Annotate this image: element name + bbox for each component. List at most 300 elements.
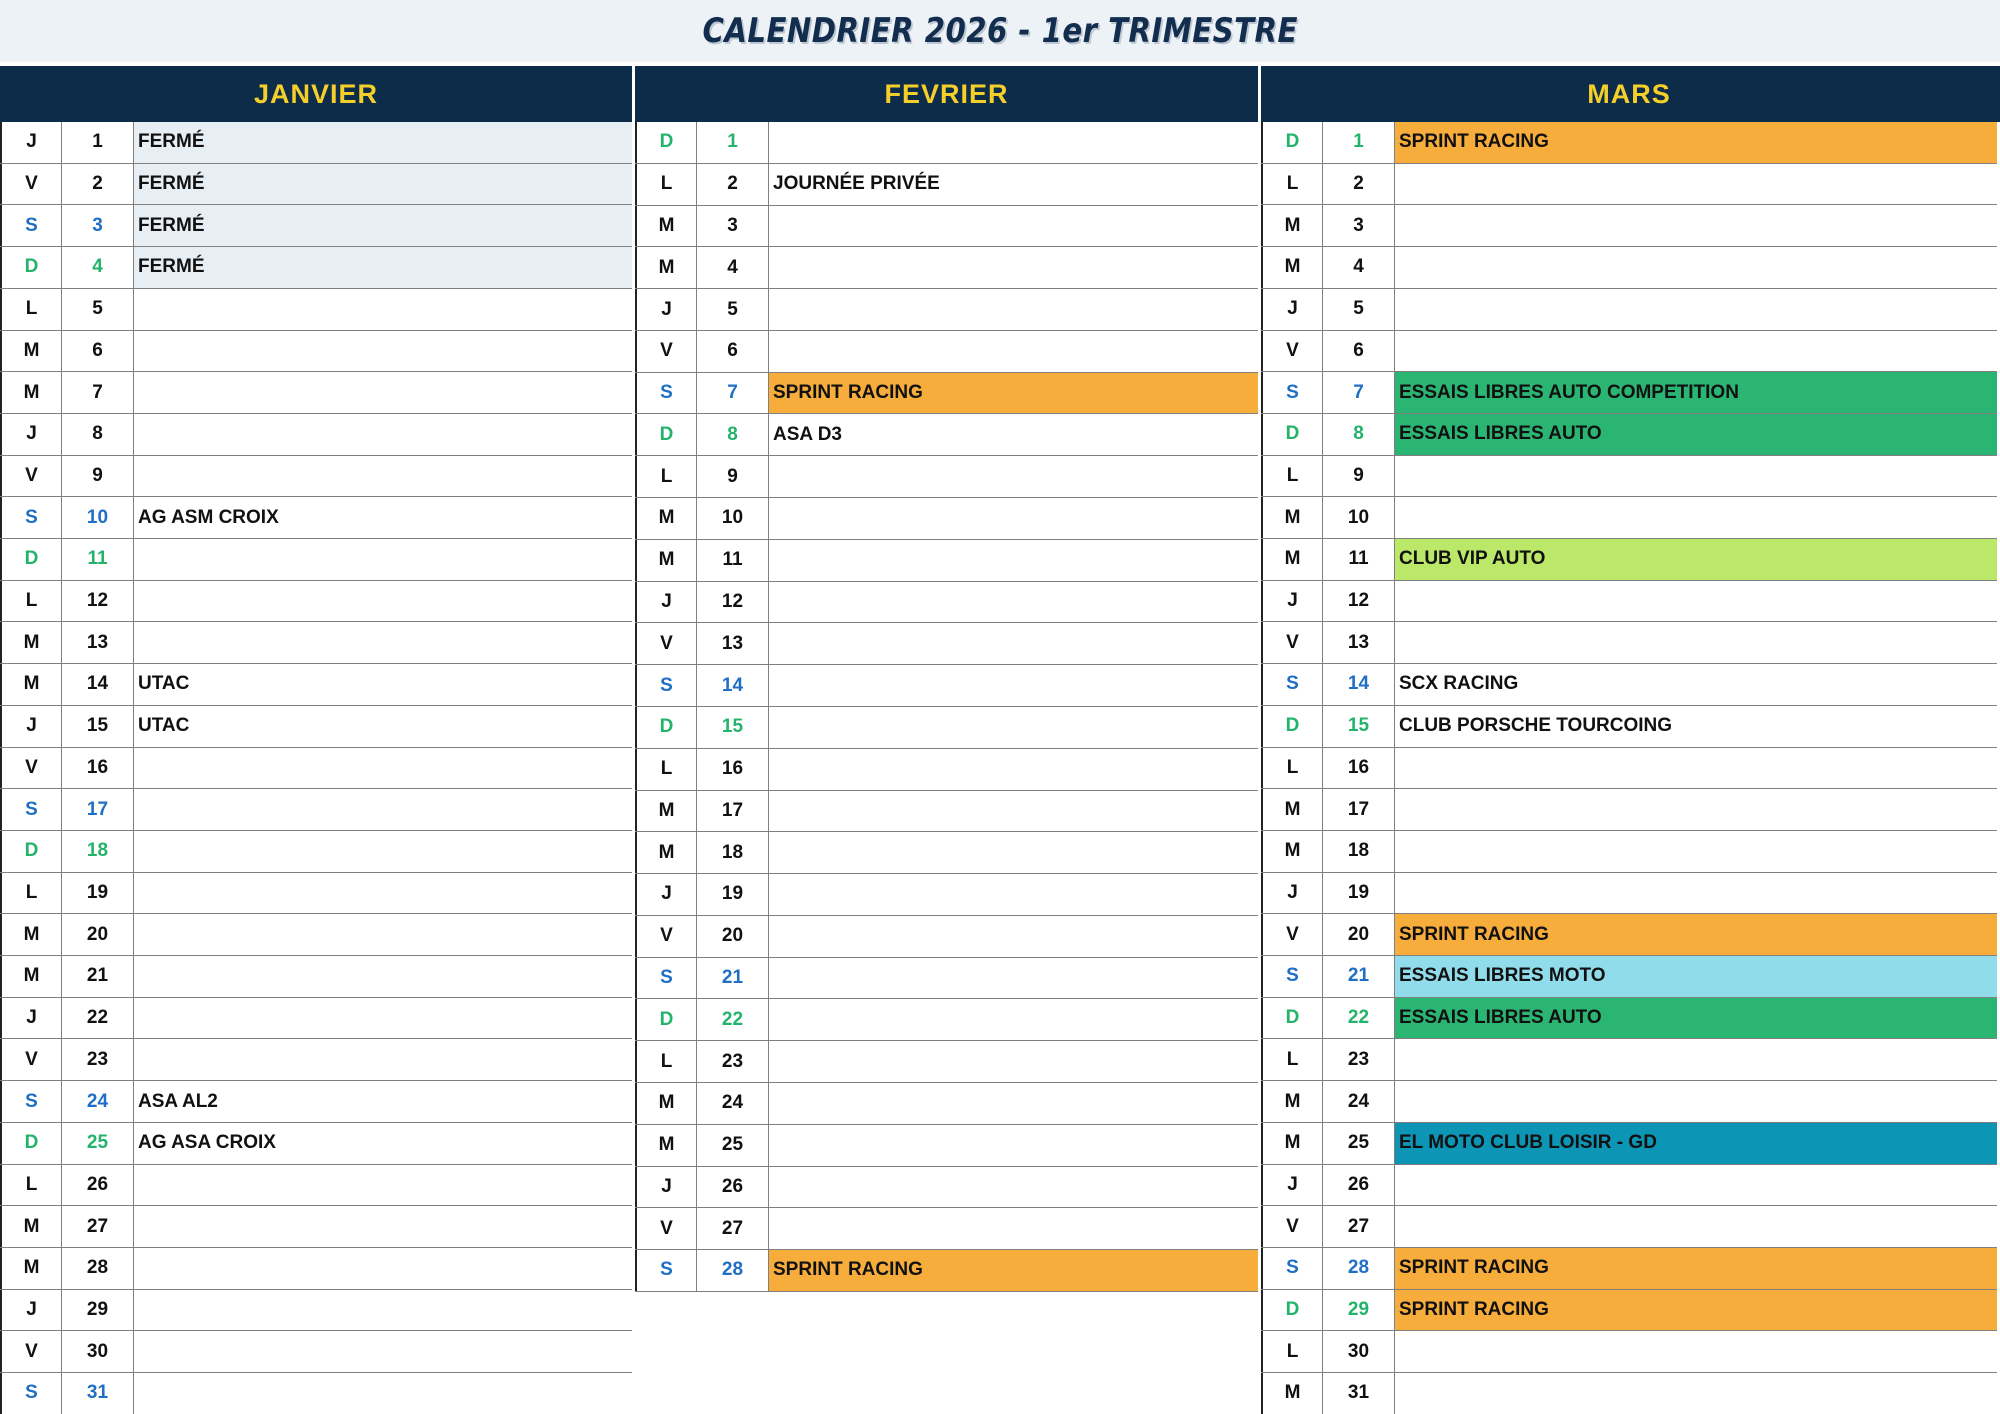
day-of-week: D — [635, 707, 697, 748]
day-number: 7 — [62, 372, 134, 413]
day-number: 19 — [697, 874, 769, 915]
day-of-week: L — [635, 749, 697, 790]
day-number: 2 — [62, 164, 134, 205]
day-number: 17 — [697, 791, 769, 832]
event-cell-empty — [134, 1331, 632, 1372]
day-number: 9 — [62, 456, 134, 497]
event-cell-empty — [769, 1292, 1258, 1333]
day-of-week: M — [635, 540, 697, 581]
day-row — [1261, 164, 1997, 206]
day-of-week: D — [635, 122, 697, 163]
event-cell-empty — [1395, 164, 1997, 205]
day-row — [635, 289, 1258, 331]
calendar-body — [0, 122, 2000, 1414]
day-number: 14 — [697, 665, 769, 706]
day-number: 6 — [62, 331, 134, 372]
day-row — [635, 958, 1258, 1000]
event-cell-empty — [134, 1290, 632, 1331]
day-of-week: S — [1261, 1248, 1323, 1289]
day-of-week: L — [1261, 1039, 1323, 1080]
event-label[interactable]: UTAC — [138, 673, 190, 695]
day-row — [1261, 205, 1997, 247]
day-number: 22 — [697, 999, 769, 1040]
day-number: 14 — [62, 664, 134, 705]
event-label[interactable]: ASA AL2 — [138, 1090, 218, 1112]
day-row — [0, 622, 632, 664]
day-row — [1261, 664, 1997, 706]
day-row — [1261, 1373, 1997, 1414]
day-of-week: S — [0, 789, 62, 830]
day-of-week: V — [635, 331, 697, 372]
event-cell-empty — [134, 831, 632, 872]
day-row — [1261, 289, 1997, 331]
day-number: 2 — [697, 164, 769, 205]
day-of-week: V — [0, 1331, 62, 1372]
day-row — [635, 1167, 1258, 1209]
day-row — [0, 831, 632, 873]
event-label[interactable]: SPRINT RACING — [1395, 1290, 1997, 1331]
event-cell-empty — [769, 331, 1258, 372]
day-of-week: L — [635, 164, 697, 205]
day-of-week: V — [1261, 914, 1323, 955]
event-cell-empty — [769, 707, 1258, 748]
day-of-week: J — [0, 1290, 62, 1331]
day-row — [0, 914, 632, 956]
day-row — [635, 916, 1258, 958]
event-cell-empty — [1395, 1081, 1997, 1122]
day-of-week: V — [635, 623, 697, 664]
day-of-week: M — [0, 1248, 62, 1289]
day-row — [635, 414, 1258, 456]
event-label[interactable]: ASA D3 — [773, 423, 842, 445]
day-row — [635, 874, 1258, 916]
day-of-week: M — [1261, 1081, 1323, 1122]
day-of-week: D — [0, 1123, 62, 1164]
day-number: 7 — [1323, 372, 1395, 413]
day-row — [635, 373, 1258, 415]
event-label[interactable]: JOURNÉE PRIVÉE — [773, 173, 940, 195]
event-cell-empty — [769, 916, 1258, 957]
day-of-week: J — [0, 998, 62, 1039]
day-number: 20 — [697, 916, 769, 957]
event-label[interactable]: SPRINT RACING — [1395, 914, 1997, 955]
day-row — [0, 205, 632, 247]
day-of-week: V — [635, 916, 697, 957]
day-of-week: M — [635, 832, 697, 873]
day-row — [635, 456, 1258, 498]
day-of-week: J — [635, 1167, 697, 1208]
day-row — [0, 331, 632, 373]
day-number: 31 — [62, 1373, 134, 1414]
day-row — [1261, 247, 1997, 289]
day-of-week: L — [1261, 748, 1323, 789]
day-row — [0, 372, 632, 414]
day-number: 5 — [697, 289, 769, 330]
event-cell-empty — [1395, 205, 1997, 246]
day-of-week: D — [1261, 998, 1323, 1039]
day-of-week: D — [635, 999, 697, 1040]
event-label[interactable]: ESSAIS LIBRES AUTO — [1395, 414, 1997, 455]
day-number: 1 — [697, 122, 769, 163]
day-of-week: M — [0, 372, 62, 413]
day-row — [0, 873, 632, 915]
event-label[interactable]: AG ASA CROIX — [138, 1132, 276, 1154]
day-number: 2 — [1323, 164, 1395, 205]
day-row — [1261, 706, 1997, 748]
event-cell-empty — [134, 998, 632, 1039]
day-number: 16 — [1323, 748, 1395, 789]
month-header-mars: MARS — [1261, 66, 1997, 122]
day-number: 13 — [1323, 622, 1395, 663]
day-number: 12 — [62, 581, 134, 622]
event-label[interactable]: SPRINT RACING — [769, 373, 1258, 414]
day-row — [1261, 622, 1997, 664]
day-row — [635, 1208, 1258, 1250]
day-number: 29 — [62, 1290, 134, 1331]
day-row — [635, 540, 1258, 582]
month-header-fevrier: FEVRIER — [635, 66, 1261, 122]
day-of-week: M — [1261, 205, 1323, 246]
day-of-week: J — [0, 414, 62, 455]
day-of-week: V — [0, 164, 62, 205]
day-of-week: M — [635, 498, 697, 539]
day-number: 21 — [62, 956, 134, 997]
event-cell-empty — [769, 1125, 1258, 1166]
event-label[interactable]: ESSAIS LIBRES AUTO COMPETITION — [1395, 372, 1997, 413]
day-of-week: M — [1261, 247, 1323, 288]
event-cell-empty — [134, 622, 632, 663]
day-of-week: M — [0, 664, 62, 705]
day-row — [1261, 581, 1997, 623]
day-of-week: M — [635, 791, 697, 832]
event-label[interactable]: CLUB VIP AUTO — [1395, 539, 1997, 580]
day-of-week: J — [1261, 289, 1323, 330]
day-row — [1261, 956, 1997, 998]
event-label[interactable]: FERMÉ — [134, 122, 632, 163]
event-cell-empty — [1395, 789, 1997, 830]
day-row — [0, 1331, 632, 1373]
event-cell-empty — [134, 331, 632, 372]
day-number: 26 — [697, 1167, 769, 1208]
event-cell-empty — [769, 122, 1258, 163]
event-label[interactable]: ESSAIS LIBRES AUTO — [1395, 998, 1997, 1039]
event-cell-empty — [134, 748, 632, 789]
event-cell-empty — [1395, 873, 1997, 914]
day-of-week: M — [635, 247, 697, 288]
day-row — [1261, 497, 1997, 539]
event-label[interactable]: UTAC — [138, 715, 190, 737]
day-row — [635, 623, 1258, 665]
event-cell-empty — [1395, 831, 1997, 872]
event-cell-empty — [1395, 456, 1997, 497]
day-number: 12 — [697, 582, 769, 623]
day-number: 10 — [1323, 497, 1395, 538]
day-of-week: M — [0, 1206, 62, 1247]
day-of-week: V — [1261, 331, 1323, 372]
day-of-week — [635, 1292, 697, 1333]
day-number: 22 — [62, 998, 134, 1039]
event-cell-empty — [134, 581, 632, 622]
day-number: 24 — [1323, 1081, 1395, 1122]
day-of-week: L — [635, 456, 697, 497]
day-number: 3 — [1323, 205, 1395, 246]
month-column-janvier — [0, 122, 635, 1414]
day-row — [0, 1290, 632, 1332]
day-of-week: L — [1261, 1331, 1323, 1372]
event-cell-empty — [769, 749, 1258, 790]
day-number: 27 — [62, 1206, 134, 1247]
day-of-week: D — [0, 247, 62, 288]
event-label[interactable]: SPRINT RACING — [1395, 122, 1997, 163]
event-cell-empty — [134, 539, 632, 580]
day-row — [0, 1165, 632, 1207]
day-of-week: S — [0, 205, 62, 246]
event-label[interactable]: FERMÉ — [134, 205, 632, 246]
day-row — [1261, 456, 1997, 498]
day-number: 18 — [1323, 831, 1395, 872]
title-bar — [0, 0, 2000, 66]
day-row — [0, 289, 632, 331]
day-of-week: L — [0, 581, 62, 622]
event-cell-empty — [1395, 1165, 1997, 1206]
day-number — [697, 1292, 769, 1333]
day-of-week: M — [1261, 831, 1323, 872]
day-row — [1261, 1081, 1997, 1123]
day-of-week: M — [1261, 539, 1323, 580]
event-cell-empty — [1395, 1331, 1997, 1372]
day-of-week: L — [1261, 456, 1323, 497]
day-row — [1261, 873, 1997, 915]
event-cell-empty — [769, 1041, 1258, 1082]
day-row — [0, 1373, 632, 1414]
day-number: 4 — [1323, 247, 1395, 288]
day-row — [1261, 1123, 1997, 1165]
day-number: 9 — [1323, 456, 1395, 497]
day-of-week: M — [635, 206, 697, 247]
day-of-week: V — [0, 1039, 62, 1080]
day-number: 15 — [62, 706, 134, 747]
day-of-week: S — [0, 1373, 62, 1414]
day-row — [0, 664, 632, 706]
day-number: 6 — [1323, 331, 1395, 372]
day-row — [635, 582, 1258, 624]
event-label[interactable]: AG ASM CROIX — [138, 506, 279, 528]
day-number: 9 — [697, 456, 769, 497]
day-number: 12 — [1323, 581, 1395, 622]
day-number: 20 — [1323, 914, 1395, 955]
event-cell-empty — [769, 999, 1258, 1040]
day-number: 16 — [62, 748, 134, 789]
event-cell-empty — [769, 247, 1258, 288]
day-number: 8 — [1323, 414, 1395, 455]
event-cell-empty — [134, 1248, 632, 1289]
day-row — [0, 1081, 632, 1123]
event-label[interactable]: CLUB PORSCHE TOURCOING — [1399, 715, 1673, 737]
event-cell-empty — [769, 498, 1258, 539]
event-cell-empty — [769, 791, 1258, 832]
day-of-week: M — [0, 331, 62, 372]
event-cell-empty — [769, 1333, 1258, 1374]
day-row — [0, 956, 632, 998]
day-row-empty — [635, 1333, 1258, 1374]
event-label[interactable]: FERMÉ — [134, 164, 632, 205]
day-row — [1261, 331, 1997, 373]
event-cell-empty — [769, 582, 1258, 623]
day-of-week: V — [635, 1208, 697, 1249]
day-number: 21 — [697, 958, 769, 999]
day-number: 3 — [62, 205, 134, 246]
event-cell-empty — [769, 665, 1258, 706]
day-row — [0, 1206, 632, 1248]
day-row — [0, 789, 632, 831]
day-of-week: S — [0, 497, 62, 538]
event-cell-empty — [769, 540, 1258, 581]
day-of-week: S — [1261, 664, 1323, 705]
day-row — [0, 164, 632, 206]
day-row — [0, 247, 632, 289]
month-header-row — [0, 66, 2000, 122]
day-row — [635, 999, 1258, 1041]
day-of-week: M — [1261, 1123, 1323, 1164]
event-cell-empty — [1395, 331, 1997, 372]
day-of-week: S — [635, 373, 697, 414]
day-of-week: L — [0, 873, 62, 914]
event-label[interactable]: ESSAIS LIBRES MOTO — [1395, 956, 1997, 997]
day-of-week: L — [635, 1041, 697, 1082]
day-row — [1261, 1165, 1997, 1207]
day-number: 22 — [1323, 998, 1395, 1039]
event-label[interactable]: SCX RACING — [1399, 673, 1519, 695]
day-number: 25 — [1323, 1123, 1395, 1164]
day-number: 13 — [697, 623, 769, 664]
day-of-week: D — [1261, 706, 1323, 747]
day-of-week: L — [1261, 164, 1323, 205]
day-number: 1 — [62, 122, 134, 163]
day-row — [635, 331, 1258, 373]
day-of-week: L — [0, 289, 62, 330]
day-number: 23 — [1323, 1039, 1395, 1080]
day-number: 19 — [62, 873, 134, 914]
day-number: 11 — [62, 539, 134, 580]
day-row — [635, 164, 1258, 206]
day-row — [0, 456, 632, 498]
month-header-janvier: JANVIER — [0, 66, 635, 122]
event-cell-empty — [134, 1165, 632, 1206]
day-number: 15 — [1323, 706, 1395, 747]
day-number: 21 — [1323, 956, 1395, 997]
day-row — [0, 497, 632, 539]
day-number: 20 — [62, 914, 134, 955]
day-row — [1261, 539, 1997, 581]
event-cell-empty — [769, 1373, 1258, 1414]
day-of-week: D — [1261, 1290, 1323, 1331]
event-cell-empty — [769, 456, 1258, 497]
day-row — [0, 748, 632, 790]
day-number: 24 — [697, 1083, 769, 1124]
day-number: 4 — [62, 247, 134, 288]
day-row — [635, 1250, 1258, 1292]
event-label[interactable]: SPRINT RACING — [1395, 1248, 1997, 1289]
day-of-week: S — [635, 958, 697, 999]
event-cell-empty — [134, 789, 632, 830]
day-number: 29 — [1323, 1290, 1395, 1331]
day-row — [635, 791, 1258, 833]
day-row — [0, 414, 632, 456]
day-of-week: M — [635, 1083, 697, 1124]
event-cell-empty — [769, 289, 1258, 330]
event-cell-empty — [769, 874, 1258, 915]
day-number: 25 — [697, 1125, 769, 1166]
day-of-week: M — [635, 1125, 697, 1166]
event-cell-empty — [134, 914, 632, 955]
day-row — [0, 539, 632, 581]
day-row-empty — [635, 1292, 1258, 1333]
day-number: 23 — [62, 1039, 134, 1080]
page-title: CALENDRIER 2026 - 1er TRIMESTRE — [702, 11, 1298, 51]
event-cell-empty — [1395, 289, 1997, 330]
day-of-week: J — [0, 122, 62, 163]
day-row — [635, 1125, 1258, 1167]
day-number: 17 — [62, 789, 134, 830]
event-label[interactable]: EL MOTO CLUB LOISIR - GD — [1395, 1123, 1997, 1164]
event-cell-empty — [134, 289, 632, 330]
day-of-week: S — [1261, 372, 1323, 413]
day-number: 5 — [1323, 289, 1395, 330]
day-number: 4 — [697, 247, 769, 288]
day-of-week: D — [0, 539, 62, 580]
day-number: 30 — [1323, 1331, 1395, 1372]
day-number: 17 — [1323, 789, 1395, 830]
day-of-week: D — [1261, 122, 1323, 163]
month-column-mars — [1261, 122, 1997, 1414]
day-row — [0, 998, 632, 1040]
event-cell-empty — [1395, 748, 1997, 789]
day-of-week — [635, 1373, 697, 1414]
event-cell-empty — [1395, 1039, 1997, 1080]
event-cell-empty — [1395, 247, 1997, 288]
day-of-week: J — [1261, 581, 1323, 622]
event-label[interactable]: FERMÉ — [134, 247, 632, 288]
day-row — [1261, 1290, 1997, 1332]
day-row — [1261, 998, 1997, 1040]
day-number: 25 — [62, 1123, 134, 1164]
day-of-week: V — [1261, 622, 1323, 663]
day-of-week: V — [0, 748, 62, 789]
day-number: 23 — [697, 1041, 769, 1082]
event-cell-empty — [1395, 581, 1997, 622]
event-cell-empty — [769, 832, 1258, 873]
event-cell-empty — [134, 1039, 632, 1080]
day-number: 3 — [697, 206, 769, 247]
day-of-week: S — [635, 665, 697, 706]
day-of-week: M — [0, 914, 62, 955]
day-row — [635, 749, 1258, 791]
event-cell-empty — [769, 1167, 1258, 1208]
day-number: 27 — [1323, 1206, 1395, 1247]
day-number: 30 — [62, 1331, 134, 1372]
day-of-week: S — [0, 1081, 62, 1122]
day-of-week — [635, 1333, 697, 1374]
day-of-week: S — [635, 1250, 697, 1291]
day-row — [0, 122, 632, 164]
event-cell-empty — [1395, 497, 1997, 538]
event-cell-empty — [1395, 1206, 1997, 1247]
day-of-week: M — [1261, 497, 1323, 538]
day-of-week: M — [0, 622, 62, 663]
day-row — [1261, 414, 1997, 456]
event-label[interactable]: SPRINT RACING — [769, 1250, 1258, 1291]
day-number: 26 — [1323, 1165, 1395, 1206]
